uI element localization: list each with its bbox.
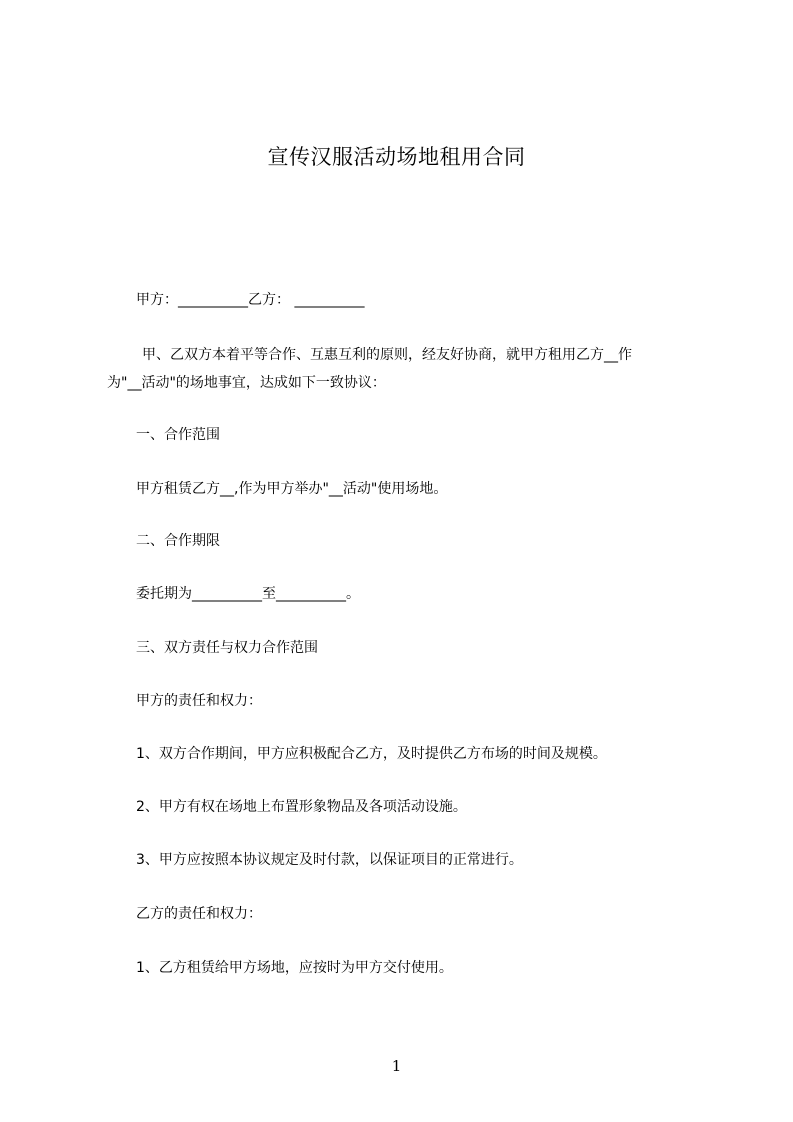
section-1-heading: 一、合作范围: [136, 427, 220, 443]
party-b-item-1: 1、乙方租赁给甲方场地，应按时为甲方交付使用。: [136, 960, 453, 976]
document-title: 宣传汉服活动场地租用合同: [267, 145, 526, 169]
intro-paragraph-line-2: 为"__活动"的场地事宜，达成如下一致协议：: [107, 375, 386, 391]
party-a-item-2: 2、甲方有权在场地上布置形象物品及各项活动设施。: [136, 799, 467, 815]
page-number: 1: [391, 1057, 402, 1075]
party-a-item-3: 3、甲方应按照本协议规定及时付款，以保证项目的正常进行。: [136, 852, 523, 868]
party-a-item-1: 1、双方合作期间，甲方应积极配合乙方，及时提供乙方布场的时间及规模。: [136, 746, 607, 762]
section-2-heading: 二、合作期限: [136, 533, 220, 549]
intro-paragraph-line-1: 甲、乙双方本着平等合作、互惠互利的原则，经友好协商，就甲方租用乙方__作: [142, 347, 632, 363]
party-a-heading: 甲方的责任和权力：: [136, 693, 262, 709]
section-1-text: 甲方租赁乙方__,作为甲方举办"__活动"使用场地。: [136, 481, 448, 497]
party-b-heading: 乙方的责任和权力：: [136, 906, 262, 922]
section-2-text: 委托期为__________至__________。: [136, 586, 360, 602]
parties-line: 甲方：__________乙方： __________: [136, 292, 365, 308]
section-3-heading: 三、双方责任与权力合作范围: [136, 640, 318, 656]
